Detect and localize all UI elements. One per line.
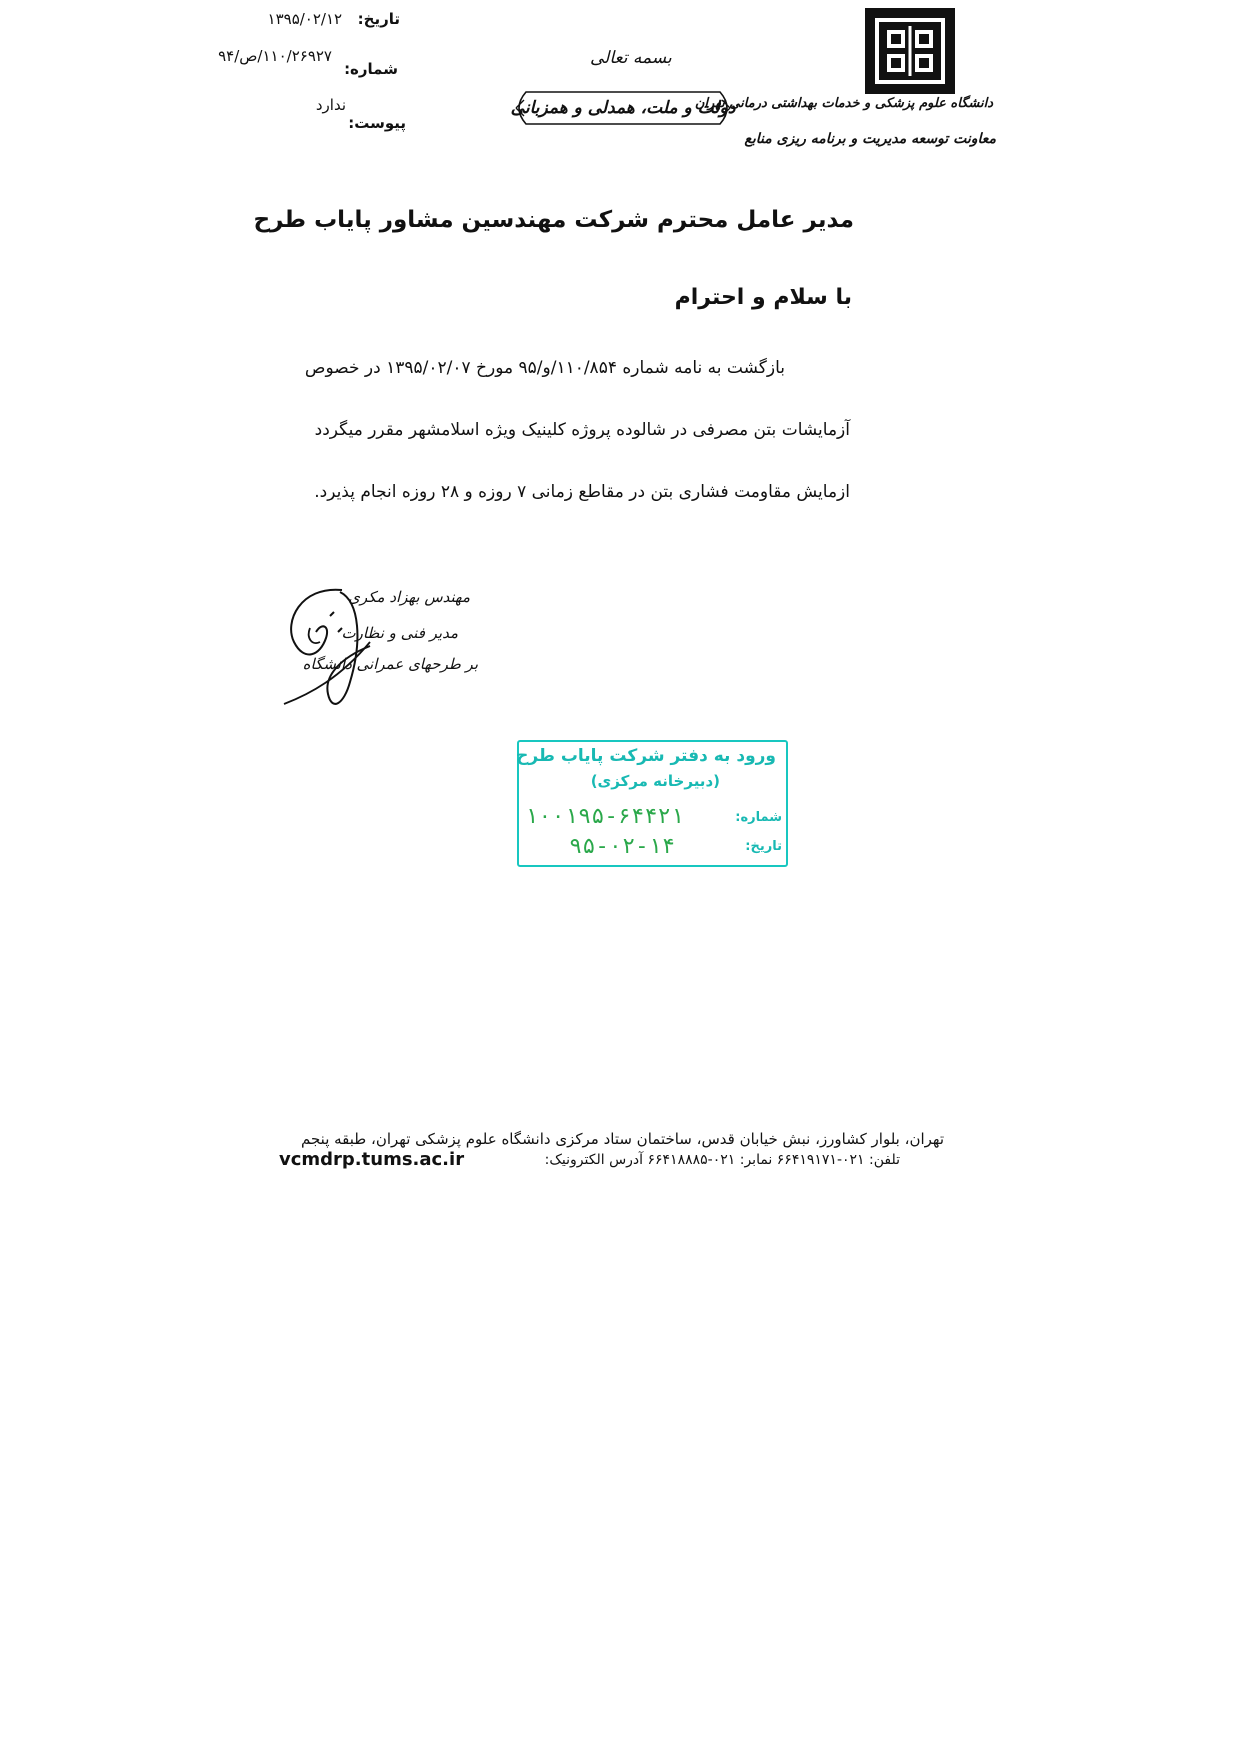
basmala: بسمه تعالی bbox=[590, 48, 672, 68]
attachment-value: ندارد bbox=[315, 96, 346, 114]
signatory-title: مدیر فنی و نظارت bbox=[341, 624, 458, 642]
stamp-number-label: شماره: bbox=[735, 810, 782, 825]
recipient-heading: مدیر عامل محترم شرکت مهندسین مشاور پایاب طرح bbox=[253, 207, 854, 233]
stamp-subtitle: (دبیرخانه مرکزی) bbox=[590, 772, 720, 790]
footer-website-link[interactable]: vcmdrp.tums.ac.ir bbox=[279, 1149, 465, 1170]
slogan-text: دولت و ملت، همدلی و همزبانی bbox=[510, 98, 736, 118]
attachment-label: پیوست: bbox=[348, 114, 406, 132]
signatory-unit: بر طرحهای عمرانی دانشگاه bbox=[302, 655, 478, 673]
stamp-date-label: تاریخ: bbox=[745, 839, 782, 854]
greeting: با سلام و احترام bbox=[674, 285, 852, 310]
footer-address: تهران، بلوار کشاورز، نبش خیابان قدس، ساختمان ستاد مرکزی دانشگاه علوم پزشکی تهران، طبقه پنجم bbox=[301, 1130, 944, 1148]
body-line: بازگشت به نامه شماره ۱۱۰/۸۵۴/و/۹۵ مورخ ۱۳۹۵/۰۲/۰۷ در خصوص bbox=[304, 358, 785, 378]
footer-contact: تلفن: ۰۲۱-۶۶۴۱۹۱۷۱ نمابر: ۰۲۱-۶۶۴۱۸۸۸۵ آدرس الکترونیک: bbox=[544, 1152, 900, 1168]
body-line: آزمایشات بتن مصرفی در شالوده پروژه کلینیک ویژه اسلامشهر مقرر میگردد bbox=[314, 420, 850, 440]
number-label: شماره: bbox=[344, 60, 398, 78]
stamp-date-value: ۹۵-۰۲-۱۴ bbox=[569, 834, 675, 859]
department-name: معاونت توسعه مدیریت و برنامه ریزی منابع bbox=[744, 131, 996, 147]
university-logo-icon bbox=[865, 8, 955, 94]
body-line: ازمایش مقاومت فشاری بتن در مقاطع زمانی ۷ روزه و ۲۸ روزه انجام پذیرد. bbox=[314, 482, 850, 502]
number-value: ۱۱۰/۲۶۹۲۷/ص/۹۴ bbox=[218, 47, 332, 65]
university-name: دانشگاه علوم پزشکی و خدمات بهداشتی درمانی تهران bbox=[694, 96, 993, 111]
stamp-number-value: ۱۰۰۱۹۵-۶۴۴۲۱ bbox=[525, 804, 684, 829]
signatory-name: مهندس بهزاد مکری bbox=[348, 588, 470, 606]
date-row bbox=[268, 10, 400, 28]
stamp-title: ورود به دفتر شرکت پایاب طرح bbox=[516, 746, 776, 766]
receipt-stamp bbox=[517, 740, 788, 867]
date-value: ۱۳۹۵/۰۲/۱۲ bbox=[267, 10, 343, 28]
date-label: تاریخ: bbox=[357, 10, 400, 28]
